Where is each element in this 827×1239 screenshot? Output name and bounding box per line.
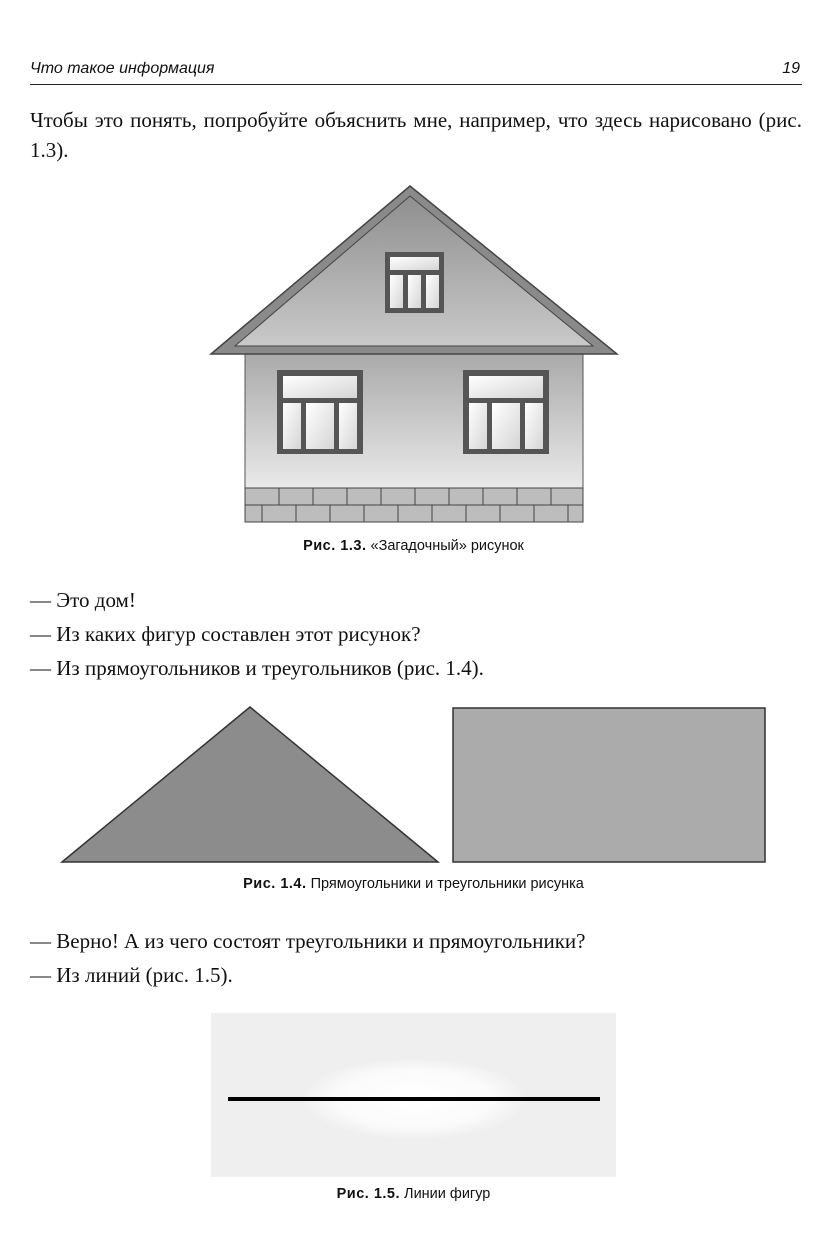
figure-1-4-number: Рис. 1.4. xyxy=(243,876,307,892)
dialogue-line-1: — Это дом! xyxy=(30,588,136,612)
rectangle-shape xyxy=(453,708,765,862)
dialogue-line-4: — Верно! А из чего состоят треугольники и прямоугольники? xyxy=(30,929,586,953)
figure-1-4-caption xyxy=(0,876,827,892)
left-window xyxy=(277,370,363,454)
figure-1-3-number: Рис. 1.3. xyxy=(303,538,367,554)
line-illustration xyxy=(211,1013,616,1177)
running-head xyxy=(30,58,802,85)
figure-1-5-number: Рис. 1.5. xyxy=(336,1186,401,1202)
shapes-illustration xyxy=(55,700,775,870)
figure-1-3-caption xyxy=(0,538,827,554)
figure-1-3-text: «Загадочный» рисунок xyxy=(370,538,524,554)
figure-1-5-caption xyxy=(0,1186,827,1202)
brick-foundation xyxy=(245,488,583,522)
page-number: 19 xyxy=(782,60,800,77)
intro-paragraph: Чтобы это понять, попробуйте объяснить мне, например, что здесь нарисовано (рис. 1.3). xyxy=(30,108,802,162)
figure-1-4-text: Прямоугольники и треугольники рисунка xyxy=(310,876,584,892)
running-head-title: Что такое информация xyxy=(30,60,215,77)
attic-window xyxy=(385,252,444,313)
figure-1-5-text: Линии фигур xyxy=(404,1186,491,1202)
right-window xyxy=(463,370,549,454)
dialogue-line-3: — Из прямоугольников и треугольников (рис. 1.4). xyxy=(30,656,484,680)
house-illustration xyxy=(205,180,625,530)
triangle-shape xyxy=(62,707,438,862)
dialogue-line-2: — Из каких фигур составлен этот рисунок? xyxy=(30,622,421,646)
dialogue-line-5: — Из линий (рис. 1.5). xyxy=(30,963,233,987)
